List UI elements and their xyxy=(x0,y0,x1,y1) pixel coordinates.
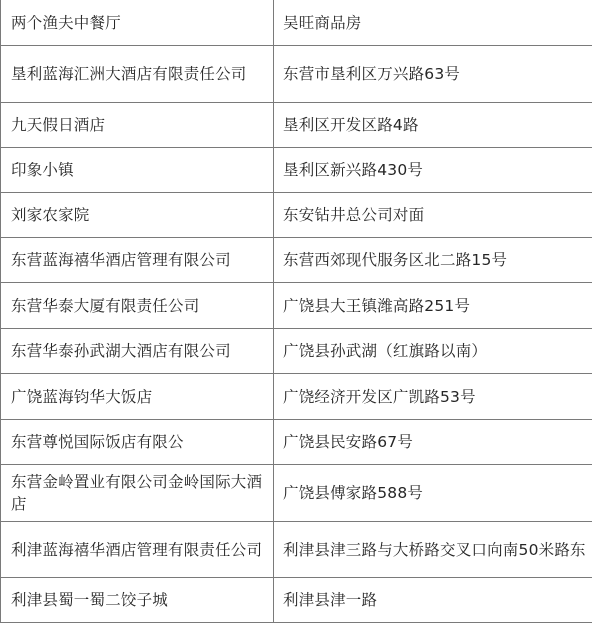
table-row xyxy=(1,283,596,329)
table-row xyxy=(1,193,596,238)
table-row xyxy=(1,103,596,148)
table-row xyxy=(1,46,596,103)
table-row xyxy=(1,420,596,465)
name-cell: 九天假日酒店 xyxy=(1,103,274,148)
address-cell: 垦利区开发区路4路 xyxy=(274,103,596,148)
name-cell: 两个渔夫中餐厅 xyxy=(1,0,274,46)
name-cell: 利津县蜀一蜀二饺子城 xyxy=(1,578,274,623)
name-cell: 东营华泰大厦有限责任公司 xyxy=(1,283,274,329)
table-row xyxy=(1,148,596,193)
name-cell: 印象小镇 xyxy=(1,148,274,193)
address-cell: 广饶经济开发区广凯路53号 xyxy=(274,374,596,420)
name-cell: 利津蓝海禧华酒店管理有限责任公司 xyxy=(1,522,274,578)
name-cell: 广饶蓝海钧华大饭店 xyxy=(1,374,274,420)
name-cell: 东营金岭置业有限公司金岭国际大酒店 xyxy=(1,465,274,522)
table-row xyxy=(1,0,596,46)
name-cell: 东营蓝海禧华酒店管理有限公司 xyxy=(1,238,274,283)
address-cell: 利津县津三路与大桥路交叉口向南50米路东 xyxy=(274,522,596,578)
table-row xyxy=(1,578,596,623)
address-cell: 广饶县孙武湖（红旗路以南） xyxy=(274,329,596,374)
table-row xyxy=(1,522,596,578)
name-cell: 刘家农家院 xyxy=(1,193,274,238)
address-cell: 广饶县民安路67号 xyxy=(274,420,596,465)
address-cell: 东安钻井总公司对面 xyxy=(274,193,596,238)
name-cell: 东营华泰孙武湖大酒店有限公司 xyxy=(1,329,274,374)
address-cell: 广饶县大王镇潍高路251号 xyxy=(274,283,596,329)
name-cell: 东营尊悦国际饭店有限公 xyxy=(1,420,274,465)
address-cell: 东营市垦利区万兴路63号 xyxy=(274,46,596,103)
address-cell: 东营西郊现代服务区北二路15号 xyxy=(274,238,596,283)
right-edge-margin xyxy=(592,0,600,623)
address-cell: 广饶县傅家路588号 xyxy=(274,465,596,522)
table-row xyxy=(1,465,596,522)
address-cell: 吴旺商品房 xyxy=(274,0,596,46)
address-cell: 利津县津一路 xyxy=(274,578,596,623)
table-row xyxy=(1,374,596,420)
address-cell: 垦利区新兴路430号 xyxy=(274,148,596,193)
table-row xyxy=(1,238,596,283)
name-cell: 垦利蓝海汇洲大酒店有限责任公司 xyxy=(1,46,274,103)
table-row xyxy=(1,329,596,374)
